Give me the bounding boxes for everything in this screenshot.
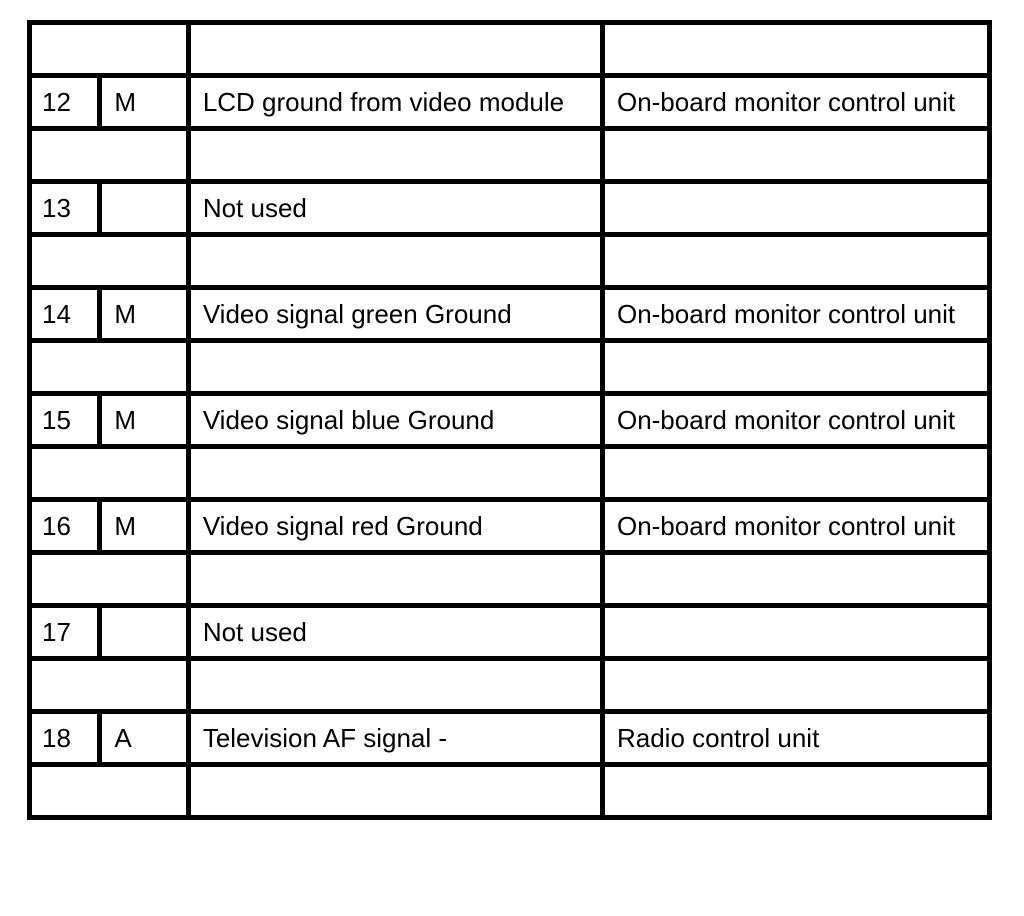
spacer-cell xyxy=(602,447,989,500)
table-row xyxy=(30,394,990,447)
pin-description: Not used xyxy=(188,606,602,659)
spacer-cell xyxy=(602,235,989,288)
spacer-cell xyxy=(30,447,189,500)
pin-number: 14 xyxy=(30,288,100,341)
spacer-cell xyxy=(30,341,189,394)
pin-description: Not used xyxy=(188,182,602,235)
table-row xyxy=(30,606,990,659)
spacer-row xyxy=(30,23,990,76)
spacer-cell xyxy=(30,765,189,818)
spacer-cell xyxy=(188,447,602,500)
spacer-cell xyxy=(30,659,189,712)
pin-connection xyxy=(602,182,989,235)
pin-description: Video signal green Ground xyxy=(188,288,602,341)
pin-connection: On-board monitor control unit xyxy=(602,394,989,447)
pin-description: Video signal blue Ground xyxy=(188,394,602,447)
pin-description: Video signal red Ground xyxy=(188,500,602,553)
spacer-cell xyxy=(602,129,989,182)
pin-type xyxy=(100,606,188,659)
spacer-row xyxy=(30,235,990,288)
spacer-row xyxy=(30,129,990,182)
pin-number: 18 xyxy=(30,712,100,765)
pin-type: M xyxy=(100,394,188,447)
pin-connection: On-board monitor control unit xyxy=(602,76,989,129)
table-row xyxy=(30,500,990,553)
spacer-cell xyxy=(188,235,602,288)
spacer-cell xyxy=(188,659,602,712)
spacer-cell xyxy=(602,765,989,818)
spacer-cell xyxy=(602,341,989,394)
pin-connection: Radio control unit xyxy=(602,712,989,765)
pin-type: A xyxy=(100,712,188,765)
pin-connection: On-board monitor control unit xyxy=(602,288,989,341)
spacer-cell xyxy=(30,553,189,606)
pin-type xyxy=(100,182,188,235)
spacer-cell xyxy=(188,765,602,818)
spacer-row xyxy=(30,659,990,712)
pin-number: 16 xyxy=(30,500,100,553)
table-row xyxy=(30,76,990,129)
pin-connection: On-board monitor control unit xyxy=(602,500,989,553)
pin-connection xyxy=(602,606,989,659)
spacer-row xyxy=(30,553,990,606)
spacer-cell xyxy=(188,553,602,606)
spacer-cell xyxy=(30,129,189,182)
spacer-cell xyxy=(188,341,602,394)
spacer-cell xyxy=(188,23,602,76)
pin-type: M xyxy=(100,500,188,553)
spacer-row xyxy=(30,341,990,394)
spacer-row xyxy=(30,447,990,500)
pin-number: 12 xyxy=(30,76,100,129)
spacer-cell xyxy=(602,659,989,712)
pin-number: 15 xyxy=(30,394,100,447)
table-row xyxy=(30,288,990,341)
pin-number: 13 xyxy=(30,182,100,235)
pin-number: 17 xyxy=(30,606,100,659)
table-row xyxy=(30,712,990,765)
spacer-cell xyxy=(602,553,989,606)
pin-assignment-table xyxy=(27,20,992,820)
pin-description: LCD ground from video module xyxy=(188,76,602,129)
spacer-cell xyxy=(30,235,189,288)
pin-type: M xyxy=(100,288,188,341)
table-row xyxy=(30,182,990,235)
spacer-cell xyxy=(602,23,989,76)
spacer-row xyxy=(30,765,990,818)
spacer-cell xyxy=(188,129,602,182)
spacer-cell xyxy=(30,23,189,76)
pin-description: Television AF signal - xyxy=(188,712,602,765)
pin-type: M xyxy=(100,76,188,129)
